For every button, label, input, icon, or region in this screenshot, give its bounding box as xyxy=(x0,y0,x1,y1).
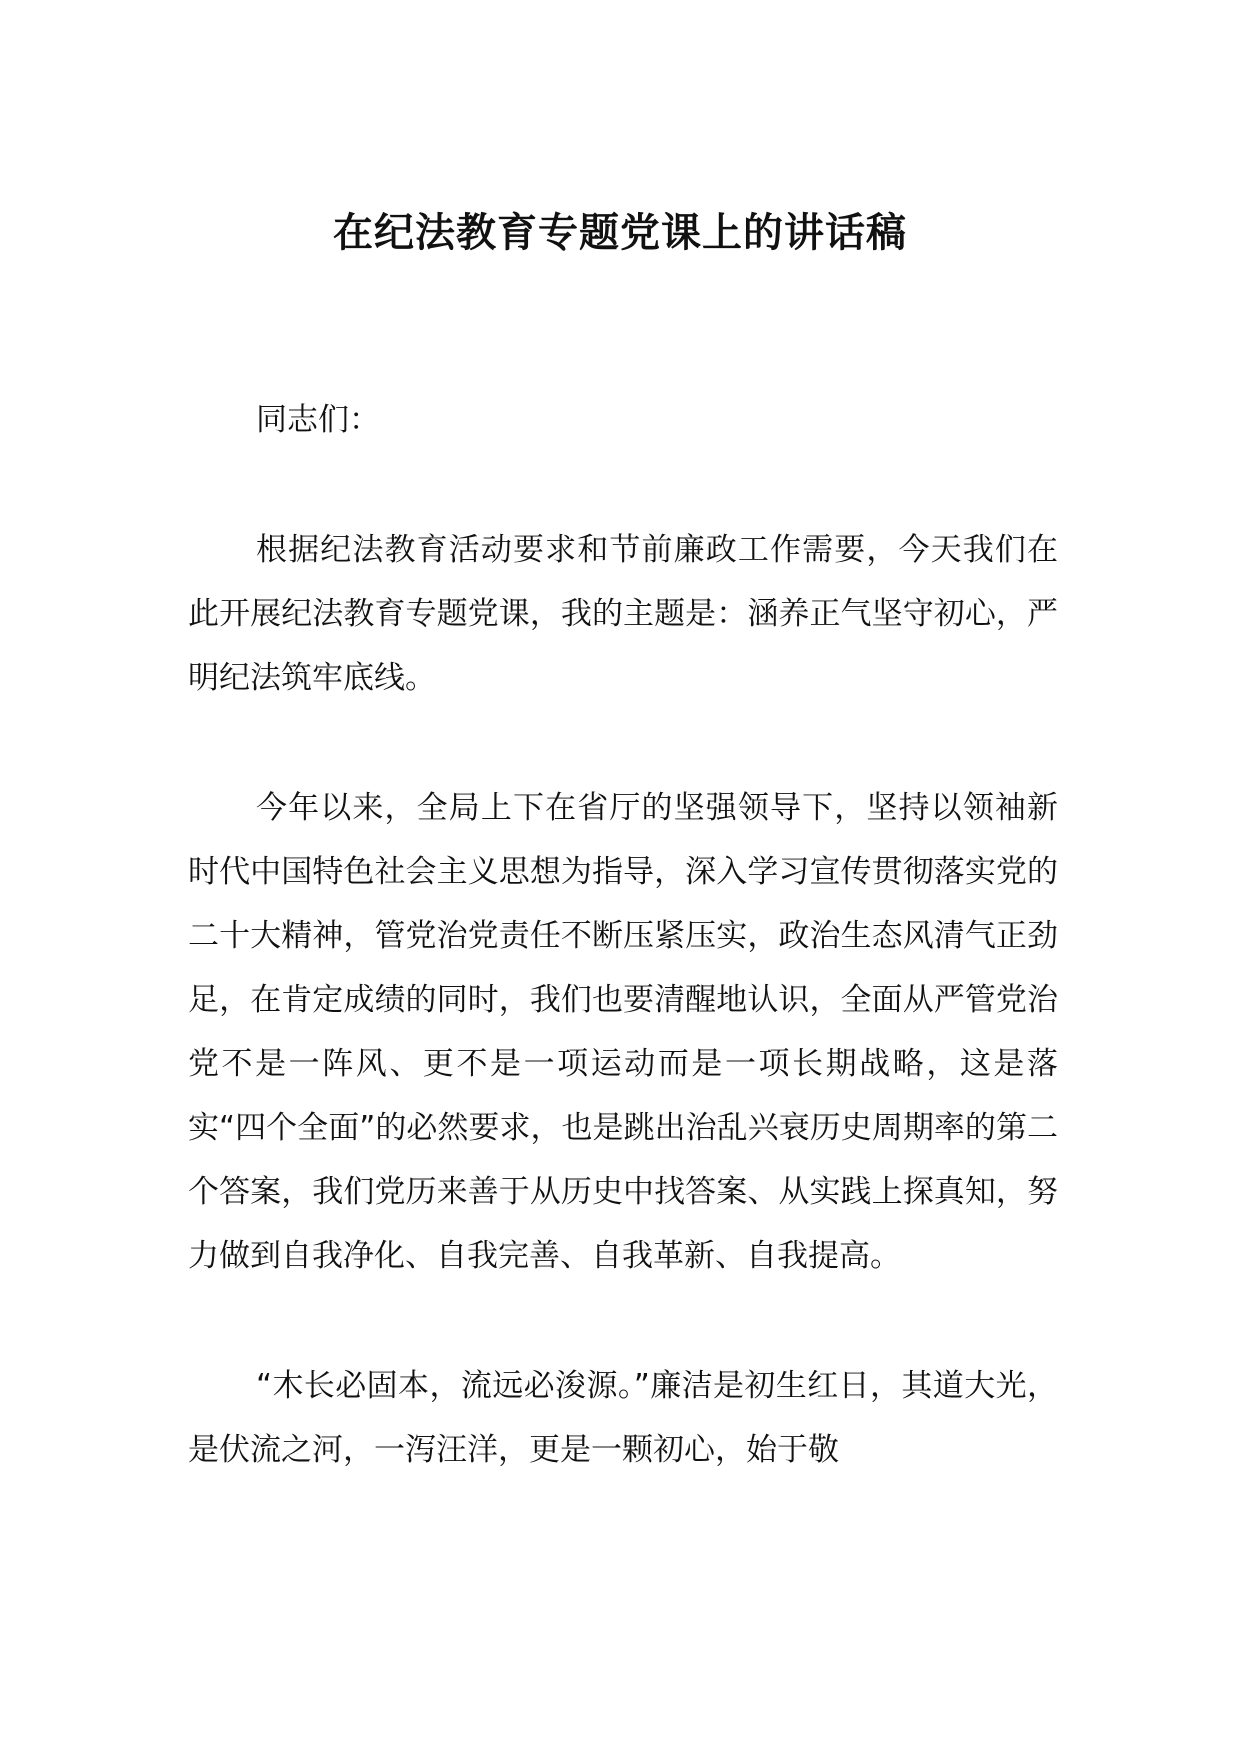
paragraph-achievements: 今年以来，全局上下在省厅的坚强领导下，坚持以领袖新时代中国特色社会主义思想为指导，深入学习宣传贯彻落实党的二十大精神，管党治党责任不断压紧压实，政治生态风清气正劲足，在肯定成绩的同时，我们也要清醒地认识，全面从严管党治党不是一阵风、更不是一项运动而是一项长期战略，这是落实“四个全面”的必然要求，也是跳出治乱兴衰历史周期率的第二个答案，我们党历来善于从历史中找答案、从实践上探真知，努力做到自我净化、自我完善、自我革新、自我提高。 xyxy=(188,790,1058,1274)
paragraph-integrity: “木长必固本，流远必浚源。”廉洁是初生红日，其道大光，是伏流之河，一泻汪洋，更是一颗初心，始于敬 xyxy=(188,1368,1058,1468)
paragraph-intro: 根据纪法教育活动要求和节前廉政工作需要，今天我们在此开展纪法教育专题党课，我的主题是：涵养正气坚守初心，严明纪法筑牢底线。 xyxy=(188,532,1058,696)
document-body xyxy=(188,388,1058,1548)
salutation: 同志们： xyxy=(256,402,380,438)
document-title: 在纪法教育专题党课上的讲话稿 xyxy=(333,210,907,256)
